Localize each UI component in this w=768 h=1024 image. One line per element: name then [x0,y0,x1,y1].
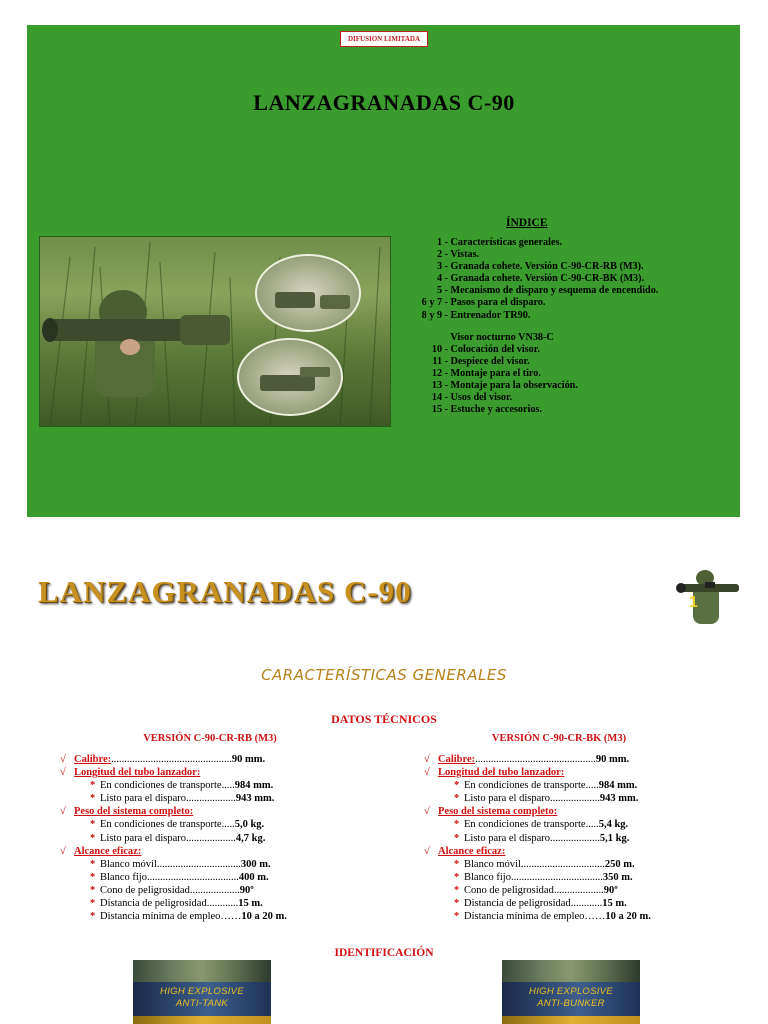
spec-longitud: √ Longitud del tubo lanzador: [60,767,201,779]
spec-item: * Distancia mínima de empleo……10 a 20 m. [90,911,287,923]
index-item[interactable]: 6 y 7 - Pasos para el disparo. [421,297,546,309]
spec-alcance: √ Alcance eficaz: [60,845,142,857]
index-item[interactable]: 5 - Mecanismo de disparo y esquema de encendido. [436,285,659,297]
visor-heading: Visor nocturno VN38-C [450,331,554,343]
cover-photo [39,236,391,427]
spec-item: * Listo para el disparo...................943 mm. [454,793,639,805]
soldier-icon [675,568,741,630]
index-item[interactable]: 12 - Montaje para el tiro. [431,367,541,379]
grenade-image-anti-tank: HIGH EXPLOSIVE ANTI-TANK [133,960,271,1024]
spec-item: * En condiciones de transporte.....5,0 kg. [90,819,265,831]
index-item[interactable]: 1 - Características generales. [436,237,562,248]
version-title: VERSIÓN C-90-CR-RB (M3) [143,733,277,744]
index-item[interactable]: 11 - Despiece del visor. [432,355,530,367]
spec-item: * Blanco móvil................................300 m. [90,858,271,870]
index-item[interactable]: 15 - Estuche y accesorios. [431,404,542,416]
soldier-launcher-image [40,237,390,426]
spec-item: * Listo para el disparo...................4,7 kg. [90,832,266,844]
identification-heading: IDENTIFICACIÓN [334,947,434,959]
page-number-badge: 1 [689,594,698,611]
spec-item: * Distancia de peligrosidad............15 m. [90,898,263,910]
section-subtitle: CARACTERÍSTICAS GENERALES [261,666,507,684]
spec-item: * En condiciones de transporte.....984 mm. [90,780,274,792]
spec-item: * Listo para el disparo...................943 mm. [90,793,275,805]
index-list [410,237,658,416]
version-column-bk [424,733,694,923]
spec-item: * Cono de peligrosidad...................90º [454,884,618,896]
index-heading: ÍNDICE [506,217,548,229]
index-item[interactable]: 3 - Granada cohete. Versión C-90-CR-RB (M3). [436,261,644,273]
spec-alcance: √ Alcance eficaz: [424,845,506,857]
index-item[interactable]: 2 - Vistas. [436,249,480,261]
page-title: LANZAGRANADAS C-90 [38,574,412,609]
spec-item: * En condiciones de transporte.....5,4 kg. [454,819,629,831]
index-item[interactable]: 8 y 9 - Entrenador TR90. [421,309,531,321]
version-column-rb [60,733,360,923]
index-item[interactable]: 4 - Granada cohete. Versión C-90-CR-BK (M3). [436,273,645,285]
grenade-image-anti-bunker: HIGH EXPLOSIVE ANTI-BUNKER [502,960,640,1024]
spec-item: * Cono de peligrosidad...................90º [90,884,254,896]
spec-longitud: √ Longitud del tubo lanzador: [424,767,565,779]
restricted-stamp: DIFUSION LIMITADA [340,31,428,47]
index-item[interactable]: 10 - Colocación del visor. [431,343,540,355]
spec-item: * Blanco fijo...................................400 m. [90,871,269,883]
index-item[interactable]: 14 - Usos del visor. [431,392,513,404]
spec-item: * Blanco móvil................................250 m. [454,858,635,870]
spec-item: * Blanco fijo...................................350 m. [454,871,633,883]
index-item[interactable]: 13 - Montaje para la observación. [431,380,578,392]
spec-calibre: √ Calibre:..............................................90 mm. [60,754,266,765]
cover-title: LANZAGRANADAS C-90 [253,90,515,115]
spec-item: * Listo para el disparo...................5,1 kg. [454,832,630,844]
spec-item: * En condiciones de transporte.....984 mm. [454,780,638,792]
datos-heading: DATOS TÉCNICOS [331,712,437,726]
spec-calibre: √ Calibre:..............................................90 mm. [424,754,630,765]
spec-peso: √ Peso del sistema completo: [60,806,194,818]
spec-item: * Distancia de peligrosidad............15 m. [454,898,627,910]
version-title: VERSIÓN C-90-CR-BK (M3) [491,733,627,744]
spec-item: * Distancia mínima de empleo……10 a 20 m. [454,911,651,923]
spec-peso: √ Peso del sistema completo: [424,806,558,818]
